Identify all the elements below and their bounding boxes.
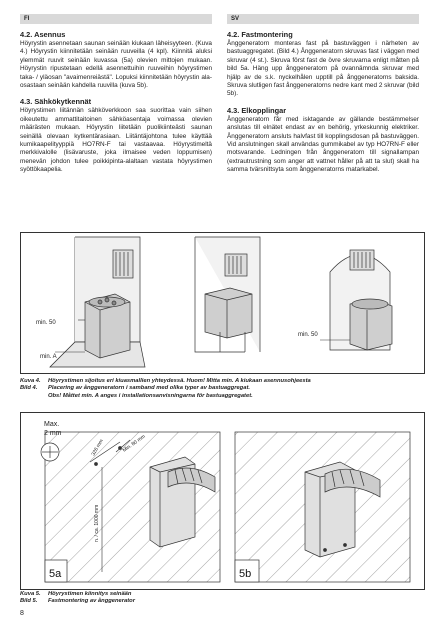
paragraph-fastmontering: Ånggeneratorn monteras fast på bastuväggen i närheten av bastuaggregatet. (Bild 4.) Ånggeneratorn skruvas fast i väggen med skruvar (4 st.). Skruva först fast de övre skruvarna enligt måtten på bild 5a. Häng upp ånggeneratorn på ovannämnda skruvar med hjälp av de s.k. nyckelhålen upptill på ånggeneratorns baksida. Skruva slutligen fast ånggeneratorns nedre kant med 2 skruvar (bild 5b). xyxy=(227,40,419,98)
caption-4-fi-label: Kuva 4. xyxy=(20,378,41,384)
column-finnish xyxy=(20,30,212,175)
caption-4-sv-note: Obs! Måttet min. A anges i installationsanvisningarna för bastuaggregatet. xyxy=(48,392,253,399)
heading-fastmontering: 4.2. Fastmontering xyxy=(227,30,293,39)
caption-4-fi-text: Höyrystimen sijoitus eri kiuasmallien yhteydessä. Huom! Mitta min. A kiukaan asennusohjeesta xyxy=(48,378,311,384)
heading-sahkokytkennat: 4.3. Sähkökytkennät xyxy=(20,97,92,107)
figure-5a-panel xyxy=(45,432,220,582)
label-min-a: min. A xyxy=(40,354,57,360)
caption-5-fi-label: Kuva 5. xyxy=(20,591,41,597)
figure-4-illustration xyxy=(20,232,425,374)
language-tag-sv: SV xyxy=(227,14,419,24)
caption-figure-5 xyxy=(20,591,430,606)
label-min-50-right: min. 50 xyxy=(298,332,318,338)
dimension-326mm: 326 mm xyxy=(90,438,105,457)
heading-elkopplingar: 4.3. Elkopplingar xyxy=(227,105,287,115)
column-swedish xyxy=(227,30,419,175)
caption-figure-4 xyxy=(20,378,430,400)
label-min-50-left: min. 50 xyxy=(36,320,56,326)
caption-5-sv-label: Bild 5. xyxy=(20,598,38,605)
caption-5-fi-text: Höyrystimen kiinnitys seinään xyxy=(48,591,132,597)
label-max: Max. xyxy=(44,421,60,428)
dimension-1000mm: n. / ca. 1000 mm xyxy=(94,504,100,542)
caption-4-sv-text: Placering av ånggeneratorn i samband med olika typer av bastuaggregat. xyxy=(48,385,250,392)
dimension-min-80mm: Min. 80 mm xyxy=(121,433,147,454)
page-number: 8 xyxy=(20,610,24,617)
caption-5-sv-text: Fastmontering av ånggenerator xyxy=(48,598,135,605)
figure-4-scene-left xyxy=(50,237,145,367)
language-tag-fi: FI xyxy=(20,14,212,24)
caption-4-sv-label: Bild 4. xyxy=(20,385,38,392)
paragraph-sahkokytkennat: Höyrystimen liitännän sähköverkkoon saa suorittaa vain siihen oikeutettu ammattitaitoinen sähköasentaja voimassa olevien määrästen mukaan. Höyrystin liitetään puolikiinteästi saunan seinällä olevaan kytkentärasiaan. Liitäntäjohtona tulee käyttää kumikaapelityyppiä HO7RN-F tai vastaavaa. Höyrystimeltä merkkivalolle (lisävaruste, joka ilmaisee veden loppumisen) menevän johdon tulee poikkipinta-alaltaan vastata höyrystimen syöttökaapelia. xyxy=(20,107,212,174)
max-2mm-inset xyxy=(41,443,59,461)
heading-asennus: 4.2. Asennus xyxy=(20,30,66,39)
paragraph-elkopplingar: Ånggeneratorn får med isktagande av gällande bestämmelser anslutas till elnätet endast av en behörig, yrkeskunnig elektriker. Ånggeneratorn ansluts halvfast till kopplingsdosan på bastuväggen. Vid anslutningen skall användas gummikabel av typ HO7RN-F eller motsvarande. Ledningen från ånggeneratorn till signallampan (extrautrustning som anger att vattnet håller på att ta slut) skall ha samma tvärsnittsyta som ånggeneratorns matarkabel. xyxy=(227,115,419,174)
panel-label-5a: 5a xyxy=(49,568,62,580)
label-2mm: 2 mm xyxy=(44,430,62,437)
panel-label-5b: 5b xyxy=(239,568,252,580)
figure-5b-panel xyxy=(235,432,410,582)
figure-4-scene-middle xyxy=(195,237,260,352)
paragraph-asennus: Höyrystin asennetaan saunan seinään kiukaan läheisyyteen. (Kuva 4.) Höyrystin kiinnitetään seinään ruuveilla (4 kpl). Kiinnitä aluksi ylemmät ruuvit seinään kuvassa (5a) olevien mittojen mukaan. Höyrystin ripustetaan edellä asennettuihin ruuveihin höyrystimen taka- / yläosan "avaimenreiästä". Lopuksi kiinnitetään höyrystin ala-osastaan seinään kahdella ruuvilla (kuva 5b). xyxy=(20,40,212,90)
figure-5-illustration xyxy=(20,412,425,590)
figure-4-scene-right xyxy=(320,250,392,350)
